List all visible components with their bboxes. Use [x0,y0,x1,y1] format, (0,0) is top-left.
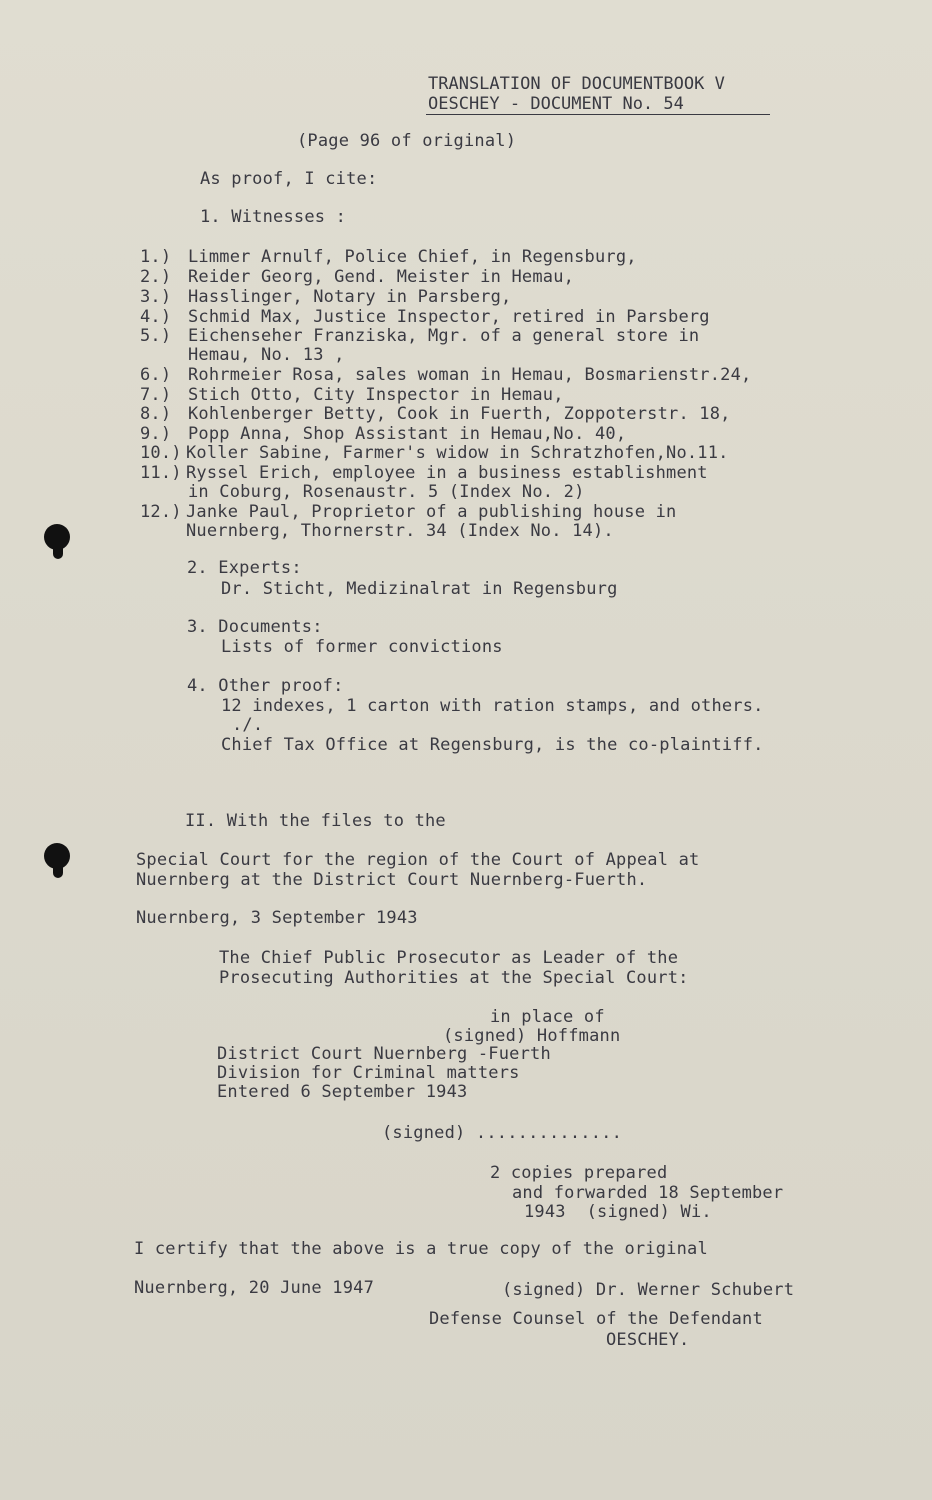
witness-entry: Janke Paul, Proprietor of a publishing house in [186,502,677,522]
section-two-heading: II. With the files to the [185,811,446,831]
witness-entry: Schmid Max, Justice Inspector, retired in Parsberg [188,307,710,327]
header-title: TRANSLATION OF DOCUMENTBOOK V [428,74,725,94]
witness-entry: Rohrmeier Rosa, sales woman in Hemau, Bosmarienstr.24, [188,365,752,385]
signed-hoffmann: (signed) Hoffmann [443,1026,621,1046]
certification-defendant: OESCHEY. [606,1330,690,1350]
prosecutor-line: The Chief Public Prosecutor as Leader of the [219,948,679,968]
witness-number: 3.) [140,287,172,307]
witness-number: 4.) [140,307,172,327]
special-court-line-continued: Nuernberg at the District Court Nuernberg-Fuerth. [136,870,648,890]
entered-stamp: Entered 6 September 1943 [217,1082,468,1102]
binder-hole-top [44,524,70,550]
witness-number: 10.) [140,443,182,463]
witness-entry-continued: Nuernberg, Thornerstr. 34 (Index No. 14). [186,521,614,541]
certification-statement: I certify that the above is a true copy of the original [134,1239,708,1259]
witness-number: 9.) [140,424,172,444]
certification-place-date: Nuernberg, 20 June 1947 [134,1278,375,1298]
copies-note-continued: and forwarded 18 September [512,1183,784,1203]
experts-heading: 2. Experts: [187,558,302,578]
witness-entry: Kohlenberger Betty, Cook in Fuerth, Zoppoterstr. 18, [188,404,731,424]
other-proof-mark: ./. [232,715,264,735]
special-court-line: Special Court for the region of the Court of Appeal at [136,850,700,870]
witness-entry: Reider Georg, Gend. Meister in Hemau, [188,267,575,287]
page-reference: (Page 96 of original) [297,131,517,151]
other-proof-note: Chief Tax Office at Regensburg, is the co-plaintiff. [221,735,764,755]
prosecutor-line-continued: Prosecuting Authorities at the Special Court: [219,968,689,988]
certification-signature: (signed) Dr. Werner Schubert [502,1280,795,1300]
division-stamp: Division for Criminal matters [217,1063,520,1083]
witness-entry: Stich Otto, City Inspector in Hemau, [188,385,564,405]
in-place-of: in place of [490,1007,605,1027]
witness-number: 8.) [140,404,172,424]
copies-note-signed: 1943 (signed) Wi. [524,1202,712,1222]
certification-title: Defense Counsel of the Defendant [429,1309,763,1329]
witness-entry: Hasslinger, Notary in Parsberg, [188,287,512,307]
witness-number: 2.) [140,267,172,287]
witness-number: 11.) [140,463,182,483]
documents-heading: 3. Documents: [187,617,323,637]
witness-entry: Koller Sabine, Farmer's widow in Schratzhofen,No.11. [186,443,729,463]
copies-note: 2 copies prepared [490,1163,668,1183]
witness-number: 6.) [140,365,172,385]
witness-entry: Ryssel Erich, employee in a business establishment [186,463,708,483]
witness-entry: Popp Anna, Shop Assistant in Hemau,No. 40, [188,424,627,444]
header-underline [426,114,770,115]
witnesses-heading: 1. Witnesses : [200,207,347,227]
witness-entry-continued: Hemau, No. 13 , [188,345,345,365]
witness-number: 1.) [140,247,172,267]
other-proof-body: 12 indexes, 1 carton with ration stamps, and others. [221,696,764,716]
witness-number: 12.) [140,502,182,522]
other-proof-heading: 4. Other proof: [187,676,344,696]
witness-entry-continued: in Coburg, Rosenaustr. 5 (Index No. 2) [188,482,585,502]
binder-hole-bottom [44,843,70,869]
witness-number: 7.) [140,385,172,405]
header-document-number: OESCHEY - DOCUMENT No. 54 [428,94,684,114]
documents-body: Lists of former convictions [221,637,503,657]
district-court-stamp: District Court Nuernberg -Fuerth [217,1044,551,1064]
witness-number: 5.) [140,326,172,346]
section-two-date: Nuernberg, 3 September 1943 [136,908,418,928]
witness-entry: Eichenseher Franziska, Mgr. of a general store in [188,326,700,346]
experts-body: Dr. Sticht, Medizinalrat in Regensburg [221,579,618,599]
witness-entry: Limmer Arnulf, Police Chief, in Regensburg, [188,247,637,267]
intro-text: As proof, I cite: [200,169,378,189]
signed-dots: (signed) .............. [382,1123,623,1143]
